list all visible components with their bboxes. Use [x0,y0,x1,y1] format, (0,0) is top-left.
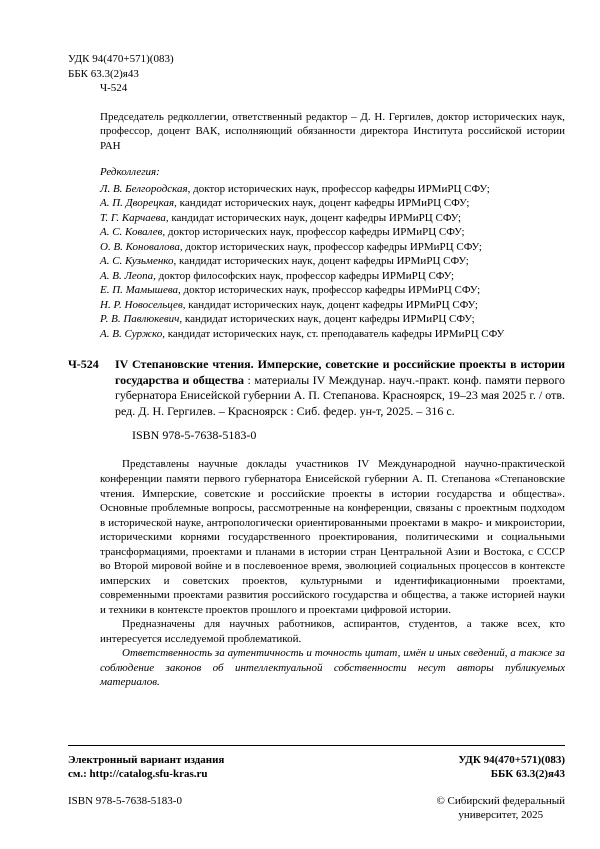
book-title: IV Степановские чтения. Имперские, советские и российские проекты в истории государства и общества [115,357,565,387]
member-role: , кандидат исторических наук, доцент кафедры ИРМиРЦ СФУ; [173,255,469,268]
member-role: , доктор исторических наук, профессор кафедры ИРМиРЦ СФУ; [162,226,465,239]
responsibility-paragraph: Ответственность за аутентичность и точность цитат, имён и иных сведений, а также за соблюдение законов об интеллектуальной собственности несут авторы публикуемых материалов. [100,647,565,689]
chairman-paragraph: Председатель редколлегии, ответственный редактор – Д. Н. Гергилев, доктор исторических наук, профессор, доцент ВАК, исполняющий обязанности директора Института российской истории РАН [100,110,565,152]
member-role: , кандидат исторических наук, доцент кафедры ИРМиРЦ СФУ; [165,211,462,224]
imprint-footer [68,745,565,823]
member-name: А. В. Суржко [100,327,163,340]
author-sign-code: Ч-524 [100,82,128,95]
copyright-line: © Сибирский федеральный [436,794,565,807]
member-role: , кандидат исторических наук, доцент кафедры ИРМиРЦ СФУ; [182,298,478,311]
board-member [100,182,565,197]
board-member [100,312,565,327]
footer-codes-row [68,753,565,782]
footer-bbk-code: ББК 63.3(2)я43 [490,768,565,781]
board-member [100,327,565,342]
footer-classification-codes [458,753,565,782]
member-name: Н. Р. Новосельцев [100,298,183,311]
member-role: , кандидат исторических наук, ст. преподаватель кафедры ИРМиРЦ СФУ [162,327,505,340]
board-member [100,196,565,211]
annotation-block [100,457,565,689]
catalog-entry [115,357,565,419]
member-role: , кандидат исторических наук, доцент кафедры ИРМиРЦ СФУ; [174,197,470,210]
member-role: , доктор исторических наук, профессор кафедры ИРМиРЦ СФУ; [179,240,482,253]
abstract-paragraph: Представлены научные доклады участников IV Международной научно-практической конференции памяти первого губернатора Енисейской губернии А. П. Степанова «Степановские чтения. Имперские, советские и российские проекты в истории государства и общества». Основные проблемные вопросы, рассмотренные на конференции, связаны с проектным подходом в исторической науке, антропологически ориентированными проектами в макро- и микроистории, историческими корнями государственного проектирования, политическими и социальными трансформациями, проектами и планами в истории стран Центральной Азии и Востока, с СССР во Второй мировой войне и в послевоенное время, эволюцией социальных процессов в контексте имперских и советских проектов, культурными и идентификационными проектами, современными проектами развития российского государства и общества, а также историей науки и техники в контексте проектов прошлого и проектами цифровой истории. [100,458,565,616]
footer-isbn-number: ISBN 978-5-7638-5183-0 [68,794,182,807]
udk-code: УДК 94(470+571)(083) [68,53,174,65]
member-role: , доктор исторических наук, профессор кафедры ИРМиРЦ СФУ; [178,284,481,297]
isbn-number: ISBN 978-5-7638-5183-0 [132,427,257,442]
board-member [100,225,565,240]
book-description: : материалы IV Междунар. науч.-практ. конф. памяти первого губернатора Енисейской губернии А. П. Степанова. Красноярск, 19–23 мая 2025 г. / отв. ред. Д. Н. Гергилев. – Красноярск : Сиб. федер. ун-т, 2025. – 316 с. [115,372,565,419]
member-role: , доктор исторических наук, профессор кафедры ИРМиРЦ СФУ; [187,182,490,195]
board-member [100,240,565,255]
footer-isbn-row [68,794,565,823]
member-role: , доктор философских наук, профессор кафедры ИРМиРЦ СФУ; [153,269,455,282]
member-name: Р. В. Павлюкевич [100,313,180,326]
member-name: Е. П. Мамышева [100,284,179,297]
copyright-line: университет, 2025 [458,809,544,822]
member-name: Л. В. Белгородская [100,182,188,195]
member-name: А. С. Ковалев [100,226,163,239]
board-member [100,283,565,298]
member-name: А. С. Кузьменко [100,255,174,268]
member-name: О. В. Коновалова [100,240,180,253]
electronic-edition-line: Электронный вариант издания [68,753,225,766]
member-name: А. В. Леопа [100,269,154,282]
bbk-code: ББК 63.3(2)я43 [68,67,139,80]
electronic-edition-note [68,753,224,782]
editorial-board-heading: Редколлегия: [100,166,160,179]
board-member [100,211,565,226]
board-member [100,298,565,313]
catalog-url: см.: http://catalog.sfu-kras.ru [68,768,208,781]
footer-udk-code: УДК 94(470+571)(083) [458,753,565,766]
editorial-board-list [100,182,565,342]
board-member [100,254,565,269]
catalog-card [68,357,565,419]
audience-paragraph: Предназначены для научных работников, аспирантов, студентов, а также всех, кто интересуется исследуемой проблематикой. [100,618,565,645]
copyright-notice [436,794,565,823]
member-name: Т. Г. Карчаева [100,211,166,224]
catalog-margin-code: Ч-524 [68,357,99,372]
member-role: , кандидат исторических наук, доцент кафедры ИРМиРЦ СФУ; [179,313,475,326]
classification-codes [68,52,565,96]
member-name: А. П. Дворецкая [100,197,175,210]
board-member [100,269,565,284]
